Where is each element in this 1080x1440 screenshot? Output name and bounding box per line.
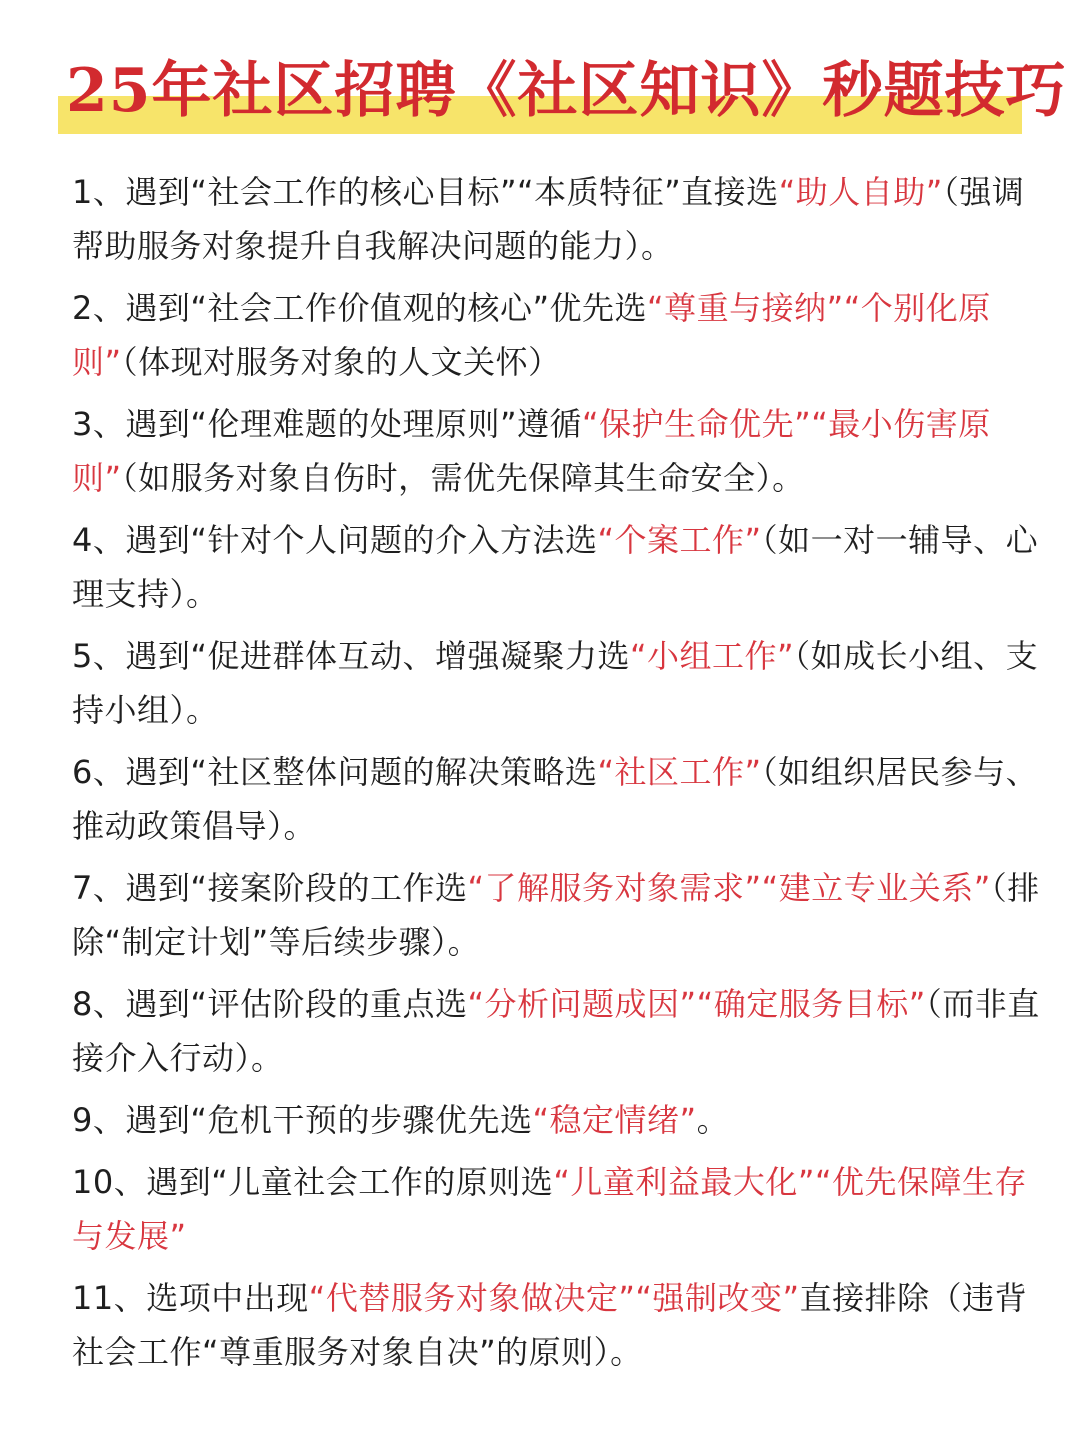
tip-item — [72, 629, 1052, 737]
tip-text: 3、遇到“伦理难题的处理原则”遵循 — [72, 405, 583, 443]
tip-text: （体现对服务对象的人文关怀） — [121, 343, 561, 381]
tip-item — [72, 513, 1052, 621]
tip-text: （如组织居民参与、推动政策倡导）。 — [72, 753, 1039, 845]
tip-text: 7、遇到“接案阶段的工作选 — [72, 869, 468, 907]
tip-item — [72, 281, 1052, 389]
tip-item — [72, 165, 1052, 273]
tip-text: 2、遇到“社会工作价值观的核心”优先选 — [72, 289, 648, 327]
tip-keyword: “保护生命优先”“最小伤害原则” — [72, 405, 991, 497]
tip-keyword: “助人自助” — [778, 173, 943, 211]
tip-text: （排除“制定计划”等后续步骤）。 — [72, 869, 1040, 961]
tip-text: 5、遇到“促进群体互动、增强凝聚力选 — [72, 637, 630, 675]
tip-item — [72, 1093, 1052, 1147]
tip-keyword: “社区工作” — [597, 753, 762, 791]
tip-item — [72, 397, 1052, 505]
tip-item — [72, 861, 1052, 969]
tips-list — [72, 165, 1052, 1387]
tip-item — [72, 745, 1052, 853]
tip-item — [72, 1155, 1052, 1263]
tip-keyword: “儿童利益最大化”“优先保障生存与发展” — [72, 1163, 1028, 1255]
tip-text: 1、遇到“社会工作的核心目标”“本质特征”直接选 — [72, 173, 779, 211]
tip-text: 10、遇到“儿童社会工作的原则选 — [72, 1163, 554, 1201]
tip-keyword: “分析问题成因”“确定服务目标” — [467, 985, 926, 1023]
tip-keyword: “代替服务对象做决定”“强制改变” — [308, 1279, 800, 1317]
tip-keyword: “个案工作” — [597, 521, 762, 559]
tip-keyword: “小组工作” — [629, 637, 795, 675]
title-block — [58, 46, 1067, 136]
tip-text: （如成长小组、支持小组）。 — [72, 637, 1039, 729]
tip-keyword: “尊重与接纳”“个别化原则” — [72, 289, 991, 381]
tip-text: 9、遇到“危机干预的步骤优先选 — [72, 1101, 533, 1139]
tip-text: （如一对一辅导、心理支持）。 — [72, 521, 1039, 613]
page-title: 25年社区招聘《社区知识》秒题技巧 — [66, 56, 1067, 126]
tip-text: （如服务对象自伤时，需优先保障其生命安全）。 — [121, 459, 805, 497]
tip-item — [72, 977, 1052, 1085]
tip-text: 直接排除（违背社会工作“尊重服务对象自决”的原则）。 — [72, 1279, 1028, 1371]
tip-text: （强调帮助服务对象提升自我解决问题的能力）。 — [72, 173, 1025, 265]
tip-keyword: “了解服务对象需求”“建立专业关系” — [467, 869, 991, 907]
tip-text: 4、遇到“针对个人问题的介入方法选 — [72, 521, 598, 559]
tip-item — [72, 1271, 1052, 1379]
tip-keyword: “稳定情绪” — [532, 1101, 697, 1139]
tip-text: 11、选项中出现 — [72, 1279, 309, 1317]
tip-text: 6、遇到“社区整体问题的解决策略选 — [72, 753, 598, 791]
tip-text: 8、遇到“评估阶段的重点选 — [72, 985, 468, 1023]
tip-text: 。 — [696, 1101, 730, 1139]
tip-text: （而非直接介入行动）。 — [72, 985, 1040, 1077]
